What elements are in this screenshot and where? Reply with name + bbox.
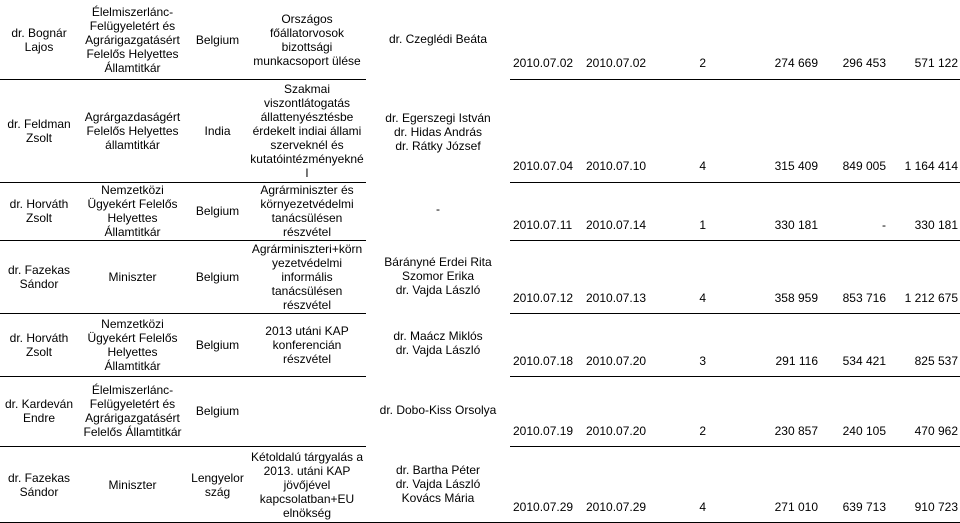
trip-purpose-line: állattenyésztésbe bbox=[260, 109, 354, 124]
person-name bbox=[0, 313, 78, 376]
person-name bbox=[0, 182, 78, 240]
companions-line: dr. Bartha Péter bbox=[395, 463, 481, 477]
destination-country-line: Belgium bbox=[195, 404, 240, 418]
cost-other: 296 453 bbox=[842, 56, 886, 70]
start-date: 2010.07.11 bbox=[513, 218, 573, 232]
days-count: 1 bbox=[699, 218, 706, 232]
position-title bbox=[78, 376, 187, 446]
trip-purpose-line: Agrárminiszteri+körn bbox=[251, 241, 363, 256]
trip-purpose-line: viszontlátogatás bbox=[263, 95, 351, 110]
position-title-line: Miniszter bbox=[108, 477, 157, 492]
person-name-line: dr. Kardeván bbox=[4, 397, 74, 411]
companions bbox=[366, 254, 510, 298]
companions bbox=[366, 30, 510, 48]
position-title bbox=[78, 240, 187, 313]
trip-purpose-line: érdekelt indiai állami bbox=[252, 123, 362, 138]
position-title-line: Nemzetközi bbox=[101, 183, 164, 197]
trip-purpose-line: l bbox=[305, 165, 309, 180]
companions bbox=[366, 110, 510, 154]
position-title-line: Felelős Helyettes bbox=[86, 46, 179, 61]
cost-other: 534 421 bbox=[842, 354, 886, 368]
position-title-line: Felügyeletért és bbox=[89, 18, 176, 33]
trip-purpose-line: főállatorvosok bbox=[269, 25, 345, 40]
row-divider bbox=[510, 240, 960, 241]
trip-purpose-line: kutatóintézményekné bbox=[250, 151, 364, 166]
cost-other: 639 713 bbox=[842, 500, 886, 514]
person-name-line: Zsolt bbox=[25, 211, 52, 225]
destination-country bbox=[187, 0, 248, 79]
row-divider bbox=[510, 182, 960, 183]
companions-line: Kovács Mária bbox=[401, 491, 475, 505]
trip-purpose-line: Agrárminiszter és bbox=[260, 183, 354, 197]
position-title-line: Államtitkár bbox=[104, 60, 161, 75]
destination-country bbox=[187, 313, 248, 376]
position-title bbox=[78, 313, 187, 376]
days-count: 3 bbox=[699, 354, 706, 368]
destination-country-line: Belgium bbox=[195, 32, 240, 47]
position-title-line: Helyettes bbox=[107, 211, 158, 225]
cost-other: 240 105 bbox=[842, 424, 886, 438]
row-divider bbox=[510, 446, 960, 447]
trip-purpose-line: elnökség bbox=[282, 505, 332, 520]
person-name-line: dr. Fazekas bbox=[7, 262, 71, 277]
cost-other: 853 716 bbox=[842, 291, 886, 305]
position-title-line: Felügyeletért és bbox=[89, 397, 176, 411]
position-title bbox=[78, 79, 187, 182]
cost-travel: 271 010 bbox=[774, 500, 818, 514]
end-date: 2010.07.20 bbox=[586, 424, 647, 438]
position-title-line: Ügyekért Felelős bbox=[87, 330, 178, 345]
cost-total: 571 122 bbox=[914, 56, 958, 70]
cost-travel: 315 409 bbox=[774, 159, 818, 173]
row-divider bbox=[510, 313, 960, 314]
start-date: 2010.07.04 bbox=[513, 159, 574, 173]
position-title-line: Felelős Államtitkár bbox=[83, 425, 182, 439]
trip-purpose-line: részvétel bbox=[282, 351, 332, 366]
trip-purpose bbox=[248, 79, 366, 182]
companions-line: dr. Dobo-Kiss Orsolya bbox=[379, 403, 497, 417]
end-date: 2010.07.10 bbox=[586, 159, 647, 173]
trip-purpose-line: munkacsoport ülése bbox=[253, 53, 361, 68]
companions-line: dr. Rátky József bbox=[395, 139, 481, 153]
companions-line: dr. Maácz Miklós bbox=[393, 329, 483, 343]
end-date: 2010.07.20 bbox=[586, 354, 647, 368]
companions bbox=[366, 196, 510, 222]
person-name-line: Sándor bbox=[19, 484, 59, 499]
position-title-line: Élelmiszerlánc- bbox=[91, 383, 174, 397]
trip-purpose-line: yezetvédelmi bbox=[271, 255, 343, 270]
person-name-line: Zsolt bbox=[25, 344, 52, 359]
destination-country-line: Lengyelor bbox=[191, 470, 244, 485]
start-date: 2010.07.29 bbox=[513, 500, 574, 514]
person-name bbox=[0, 376, 78, 446]
companions-line: dr. Czeglédi Beáta bbox=[388, 32, 488, 46]
position-title-line: államtitkár bbox=[105, 137, 160, 152]
companions-line: dr. Vajda László bbox=[395, 477, 481, 491]
start-date: 2010.07.19 bbox=[513, 424, 574, 438]
trip-purpose bbox=[248, 240, 366, 313]
destination-country bbox=[187, 240, 248, 313]
start-date: 2010.07.12 bbox=[513, 291, 574, 305]
start-date: 2010.07.18 bbox=[513, 354, 574, 368]
trip-purpose bbox=[248, 182, 366, 240]
start-date: 2010.07.02 bbox=[513, 56, 574, 70]
position-title bbox=[78, 446, 187, 523]
row-divider bbox=[510, 79, 960, 80]
cost-total: 330 181 bbox=[914, 218, 958, 232]
person-name-line: dr. Bognár bbox=[11, 25, 67, 40]
destination-country bbox=[187, 182, 248, 240]
destination-country-line: Belgium bbox=[195, 337, 240, 352]
position-title-line: Miniszter bbox=[108, 269, 157, 284]
trip-purpose-line: bizottsági bbox=[281, 39, 333, 54]
companions-line: dr. Vajda László bbox=[395, 283, 481, 297]
person-name-line: Endre bbox=[22, 411, 56, 425]
trip-purpose bbox=[248, 313, 366, 376]
companions-line: dr. Egerszegi István bbox=[385, 111, 491, 125]
companions-line: dr. Vajda László bbox=[395, 343, 481, 357]
trip-purpose bbox=[248, 446, 366, 523]
trip-purpose-line: 2013. utáni KAP bbox=[263, 463, 351, 478]
trip-purpose-line: 2013 utáni KAP bbox=[265, 323, 349, 338]
person-name-line: dr. Horváth bbox=[9, 330, 69, 345]
trip-purpose-line: tanácsülésen bbox=[271, 283, 343, 298]
position-title bbox=[78, 0, 187, 79]
trip-purpose-line: informális bbox=[281, 269, 333, 284]
days-count: 4 bbox=[699, 291, 706, 305]
cost-total: 470 962 bbox=[914, 424, 958, 438]
position-title-line: Államtitkár bbox=[104, 358, 161, 373]
destination-country-line: szág bbox=[204, 484, 231, 499]
person-name bbox=[0, 240, 78, 313]
cost-total: 1 164 414 bbox=[904, 159, 958, 173]
trip-purpose bbox=[248, 6, 366, 73]
companions bbox=[366, 326, 510, 360]
companions-line: Bárányné Erdei Rita bbox=[384, 255, 492, 269]
trip-purpose-line: Szakmai bbox=[283, 81, 330, 96]
cost-other: - bbox=[882, 218, 886, 232]
end-date: 2010.07.29 bbox=[586, 500, 647, 514]
person-name-line: Sándor bbox=[19, 276, 59, 291]
trip-purpose-line: tanácsülésen bbox=[271, 211, 343, 225]
trip-purpose-line: részvétel bbox=[282, 225, 332, 239]
days-count: 4 bbox=[699, 500, 706, 514]
cost-total: 825 537 bbox=[914, 354, 958, 368]
trip-purpose-line: Kétoldalú tárgyalás a bbox=[250, 449, 364, 464]
companions-line: dr. Hidas András bbox=[393, 125, 483, 139]
cost-travel: 230 857 bbox=[774, 424, 818, 438]
cost-total: 910 723 bbox=[914, 500, 958, 514]
row-divider bbox=[510, 376, 960, 377]
person-name bbox=[0, 79, 78, 182]
cost-travel: 358 959 bbox=[774, 291, 818, 305]
position-title-line: Felelős Helyettes bbox=[86, 123, 179, 138]
trip-purpose-line: konferencián bbox=[272, 337, 342, 352]
person-name-line: Lajos bbox=[24, 39, 54, 54]
days-count: 2 bbox=[699, 56, 706, 70]
cost-total: 1 212 675 bbox=[904, 291, 958, 305]
end-date: 2010.07.14 bbox=[586, 218, 647, 232]
trip-purpose-line: Országos bbox=[281, 11, 333, 26]
companions bbox=[366, 400, 510, 420]
companions bbox=[366, 460, 510, 508]
trip-purpose-line: szerveknél és bbox=[270, 137, 344, 152]
person-name-line: dr. Horváth bbox=[9, 197, 69, 211]
position-title-line: Élelmiszerlánc- bbox=[91, 4, 174, 19]
cost-travel: 274 669 bbox=[774, 56, 818, 70]
trip-purpose-line: részvétel bbox=[282, 297, 332, 312]
trip-purpose-line: kapcsolatban+EU bbox=[259, 491, 355, 506]
person-name-line: dr. Feldman bbox=[7, 116, 71, 131]
position-title-line: Nemzetközi bbox=[101, 316, 164, 331]
person-name-line: Zsolt bbox=[25, 130, 52, 145]
trip-purpose-line: jövőjével bbox=[283, 477, 331, 492]
position-title-line: Államtitkár bbox=[104, 225, 161, 239]
destination-country bbox=[187, 446, 248, 523]
position-title-line: Helyettes bbox=[107, 344, 158, 359]
position-title-line: Agrárigazgatásért bbox=[85, 411, 180, 425]
days-count: 2 bbox=[699, 424, 706, 438]
destination-country-line: India bbox=[204, 123, 231, 138]
end-date: 2010.07.13 bbox=[586, 291, 647, 305]
trip-purpose-line: környezetvédelmi bbox=[260, 197, 354, 211]
person-name-line: dr. Fazekas bbox=[7, 470, 71, 485]
destination-country bbox=[187, 79, 248, 182]
destination-country-line: Belgium bbox=[195, 204, 240, 218]
cost-travel: 291 116 bbox=[775, 354, 818, 368]
position-title bbox=[78, 182, 187, 240]
person-name bbox=[0, 0, 78, 79]
position-title-line: Ügyekért Felelős bbox=[87, 197, 178, 211]
cost-travel: 330 181 bbox=[774, 218, 818, 232]
companions-line: - bbox=[436, 202, 440, 216]
destination-country bbox=[187, 376, 248, 446]
companions-line: Szomor Erika bbox=[401, 269, 475, 283]
row-divider bbox=[248, 376, 366, 377]
cost-other: 849 005 bbox=[842, 159, 886, 173]
position-title-line: Agrárgazdaságért bbox=[84, 109, 181, 124]
days-count: 4 bbox=[699, 159, 706, 173]
end-date: 2010.07.02 bbox=[586, 56, 647, 70]
destination-country-line: Belgium bbox=[195, 269, 240, 284]
person-name bbox=[0, 446, 78, 523]
position-title-line: Agrárigazgatásért bbox=[85, 32, 180, 47]
